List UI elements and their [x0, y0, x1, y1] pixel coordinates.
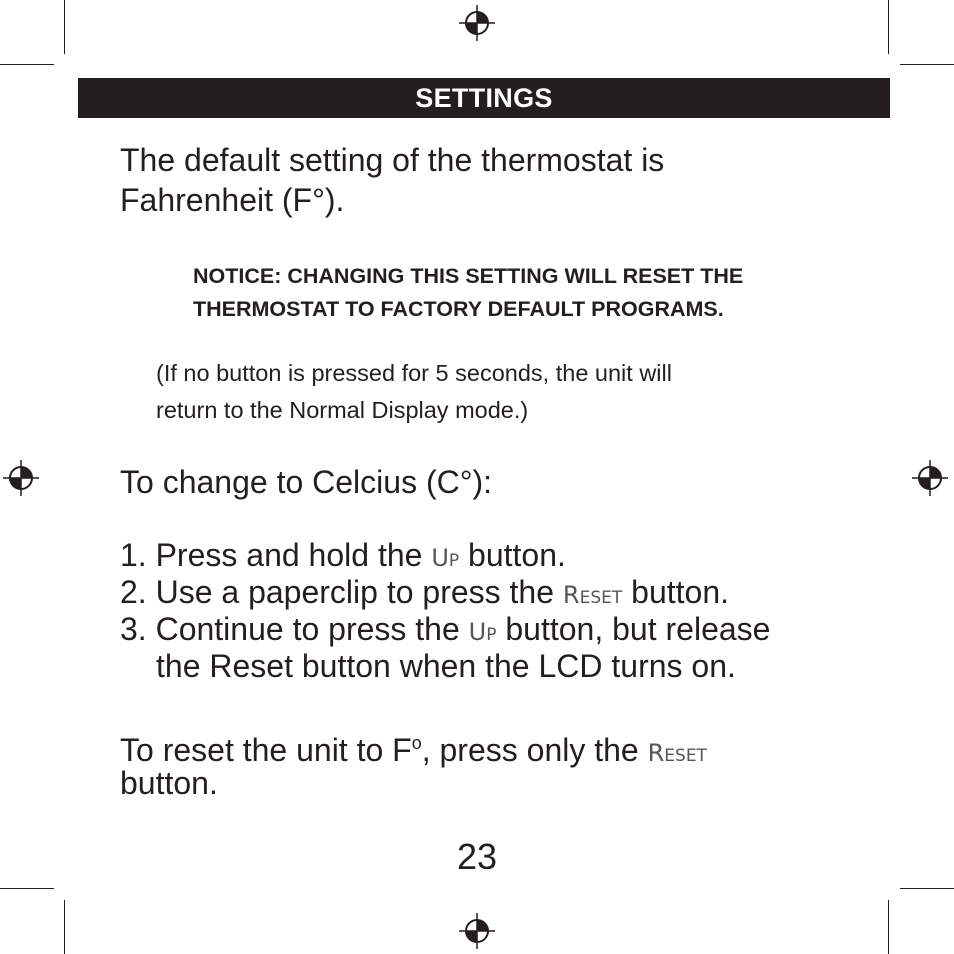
step-number: 2.: [120, 574, 147, 610]
intro-line-1: The default setting of the thermostat is: [120, 142, 665, 178]
step-text: button.: [459, 537, 566, 573]
step-text: Continue to press the: [146, 611, 469, 647]
button-name-up: Up: [468, 618, 497, 646]
crop-mark-top-left-vertical: [64, 0, 65, 54]
timeout-note-line-2: return to the Normal Display mode.): [156, 397, 529, 423]
crop-mark-top-right-vertical: [888, 0, 889, 54]
crop-mark-bottom-left-horizontal: [0, 888, 54, 889]
degree-symbol: o: [411, 733, 422, 753]
step-text: button, but release: [496, 611, 771, 647]
reset-line-2: button.: [120, 765, 218, 801]
step-text: button.: [622, 574, 729, 610]
section-title: SETTINGS: [415, 82, 553, 113]
reset-text: , press only the: [421, 732, 648, 768]
crop-mark-bottom-left-vertical: [64, 900, 65, 954]
button-name-reset: Reset: [562, 581, 623, 609]
timeout-note-line-1: (If no button is pressed for 5 seconds, the unit will: [156, 360, 672, 386]
section-header-bar: [78, 78, 890, 118]
notice-line-2: THERMOSTAT TO FACTORY DEFAULT PROGRAMS.: [193, 297, 724, 321]
step-number: 3.: [120, 611, 147, 647]
button-name-reset: Reset: [647, 739, 707, 767]
crop-mark-top-right-horizontal: [900, 64, 954, 65]
crop-mark-bottom-right-vertical: [888, 900, 889, 954]
reset-text: To reset the unit to F: [120, 732, 412, 768]
step-number: 1.: [120, 537, 147, 573]
crop-mark-bottom-right-horizontal: [900, 888, 954, 889]
notice-line-1: NOTICE: CHANGING THIS SETTING WILL RESET THE: [193, 264, 744, 288]
crop-mark-top-left-horizontal: [0, 64, 54, 65]
intro-line-2: Fahrenheit (F°).: [120, 182, 345, 218]
page-number: 23: [456, 836, 498, 877]
registration-mark-icon: [459, 5, 495, 41]
registration-mark-icon: [459, 913, 495, 949]
button-name-up: Up: [431, 544, 460, 572]
step-3-continuation: the Reset button when the LCD turns on.: [156, 648, 736, 684]
step-text: Use a paperclip to press the: [146, 574, 563, 610]
registration-mark-icon: [912, 460, 948, 496]
celsius-heading: To change to Celcius (C°):: [120, 464, 493, 500]
step-text: Press and hold the: [146, 537, 432, 573]
registration-mark-icon: [3, 460, 39, 496]
